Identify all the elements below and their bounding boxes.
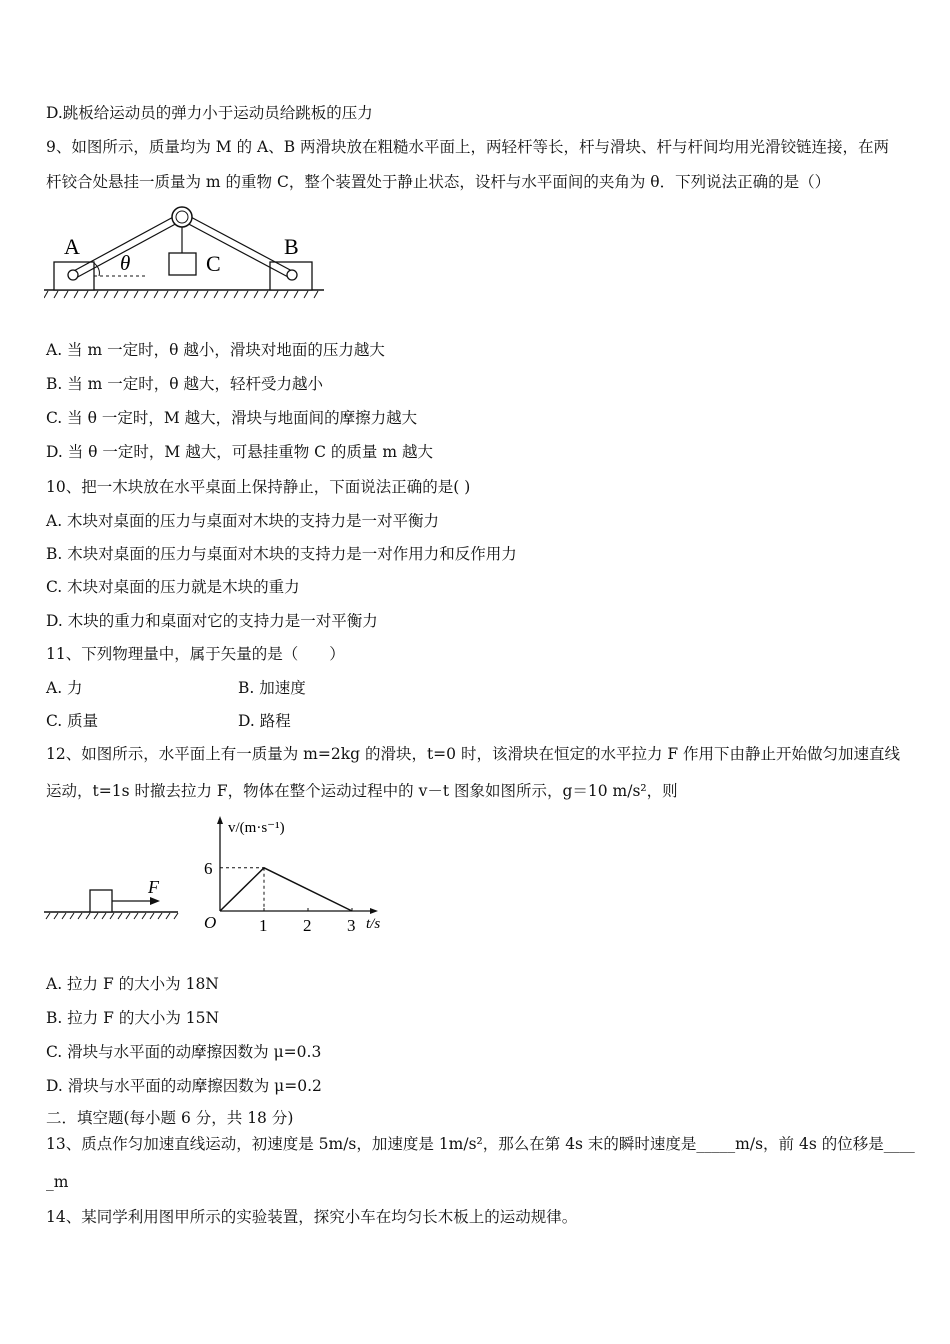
q11-option-d: D. 路程 [238, 712, 291, 730]
q12-vt-chart [190, 812, 405, 940]
q9-option-d: D. 当 θ 一定时，M 越大，可悬挂重物 C 的质量 m 越大 [46, 443, 433, 461]
label-c: C [206, 251, 221, 276]
weight-c [169, 253, 196, 275]
q11-option-c: C. 质量 [46, 712, 99, 730]
q12-option-c: C. 滑块与水平面的动摩擦因数为 μ=0.3 [46, 1043, 322, 1061]
q10-option-a: A. 木块对桌面的压力与桌面对木块的支持力是一对平衡力 [46, 512, 440, 530]
q10-stem: 10、把一木块放在水平桌面上保持静止，下面说法正确的是( ) [46, 478, 471, 496]
slider-block [90, 890, 112, 912]
x-axis-label: t/s [366, 916, 381, 932]
q12-option-a: A. 拉力 F 的大小为 18N [46, 975, 219, 993]
q9-stem-line1: 9、如图所示，质量均为 M 的 A、B 两滑块放在粗糙水平面上，两轻杆等长，杆与滑块、杆与杆间均用光滑铰链连接，在两 [46, 138, 890, 156]
y-axis-label: v/(m·s⁻¹) [228, 820, 285, 836]
q9-figure [44, 203, 326, 299]
q8-option-d: D.跳板给运动员的弹力小于运动员给跳板的压力 [46, 104, 373, 122]
q10-option-c: C. 木块对桌面的压力就是木块的重力 [46, 578, 300, 596]
q11-option-a: A. 力 [46, 679, 83, 697]
q11-option-b: B. 加速度 [238, 679, 306, 697]
x-tick-label: 2 [303, 916, 312, 935]
q9-stem-line2: 杆铰合处悬挂一质量为 m 的重物 C，整个装置处于静止状态，设杆与水平面间的夹角为 θ．下列说法正确的是（） [46, 173, 831, 191]
section-2-title: 二．填空题(每小题 6 分，共 18 分) [46, 1109, 294, 1127]
x-tick-label: 3 [347, 916, 356, 935]
label-a: A [64, 234, 80, 259]
q11-stem: 11、下列物理量中，属于矢量的是（ ） [46, 645, 345, 663]
q9-option-b: B. 当 m 一定时，θ 越大，轻杆受力越小 [46, 375, 324, 393]
q12-option-b: B. 拉力 F 的大小为 15N [46, 1009, 220, 1027]
velocity-series-line [220, 868, 352, 911]
x-tick-label: 1 [259, 916, 268, 935]
label-b: B [284, 234, 299, 259]
q12-block-figure [44, 875, 180, 925]
label-theta: θ [120, 251, 131, 275]
q12-option-d: D. 滑块与水平面的动摩擦因数为 μ=0.2 [46, 1077, 322, 1095]
q12-stem-line2: 运动，t=1s 时撤去拉力 F，物体在整个运动过程中的 v－t 图象如图所示，g＝10 m/s²，则 [46, 782, 678, 800]
q12-stem-line1: 12、如图所示，水平面上有一质量为 m=2kg 的滑块，t=0 时，该滑块在恒定的水平拉力 F 作用下由静止开始做匀加速直线 [46, 745, 901, 763]
q13-stem-line1: 13、质点作匀加速直线运动，初速度是 5m/s，加速度是 1m/s²，那么在第 4s 末的瞬时速度是_____m/s，前 4s 的位移是____ [46, 1135, 915, 1153]
q9-option-a: A. 当 m 一定时，θ 越小，滑块对地面的压力越大 [46, 341, 385, 359]
hinge-pulley [172, 207, 192, 227]
y-tick-label: 6 [204, 858, 213, 878]
q9-option-c: C. 当 θ 一定时，M 越大，滑块与地面间的摩擦力越大 [46, 409, 418, 427]
q13-stem-line2: _m [46, 1173, 69, 1191]
q14-stem: 14、某同学利用图甲所示的实验装置，探究小车在均匀长木板上的运动规律。 [46, 1208, 578, 1226]
force-label: F [148, 877, 159, 897]
q10-option-b: B. 木块对桌面的压力与桌面对木块的支持力是一对作用力和反作用力 [46, 545, 517, 563]
origin-label: O [204, 913, 217, 932]
q10-option-d: D. 木块的重力和桌面对它的支持力是一对平衡力 [46, 612, 378, 630]
